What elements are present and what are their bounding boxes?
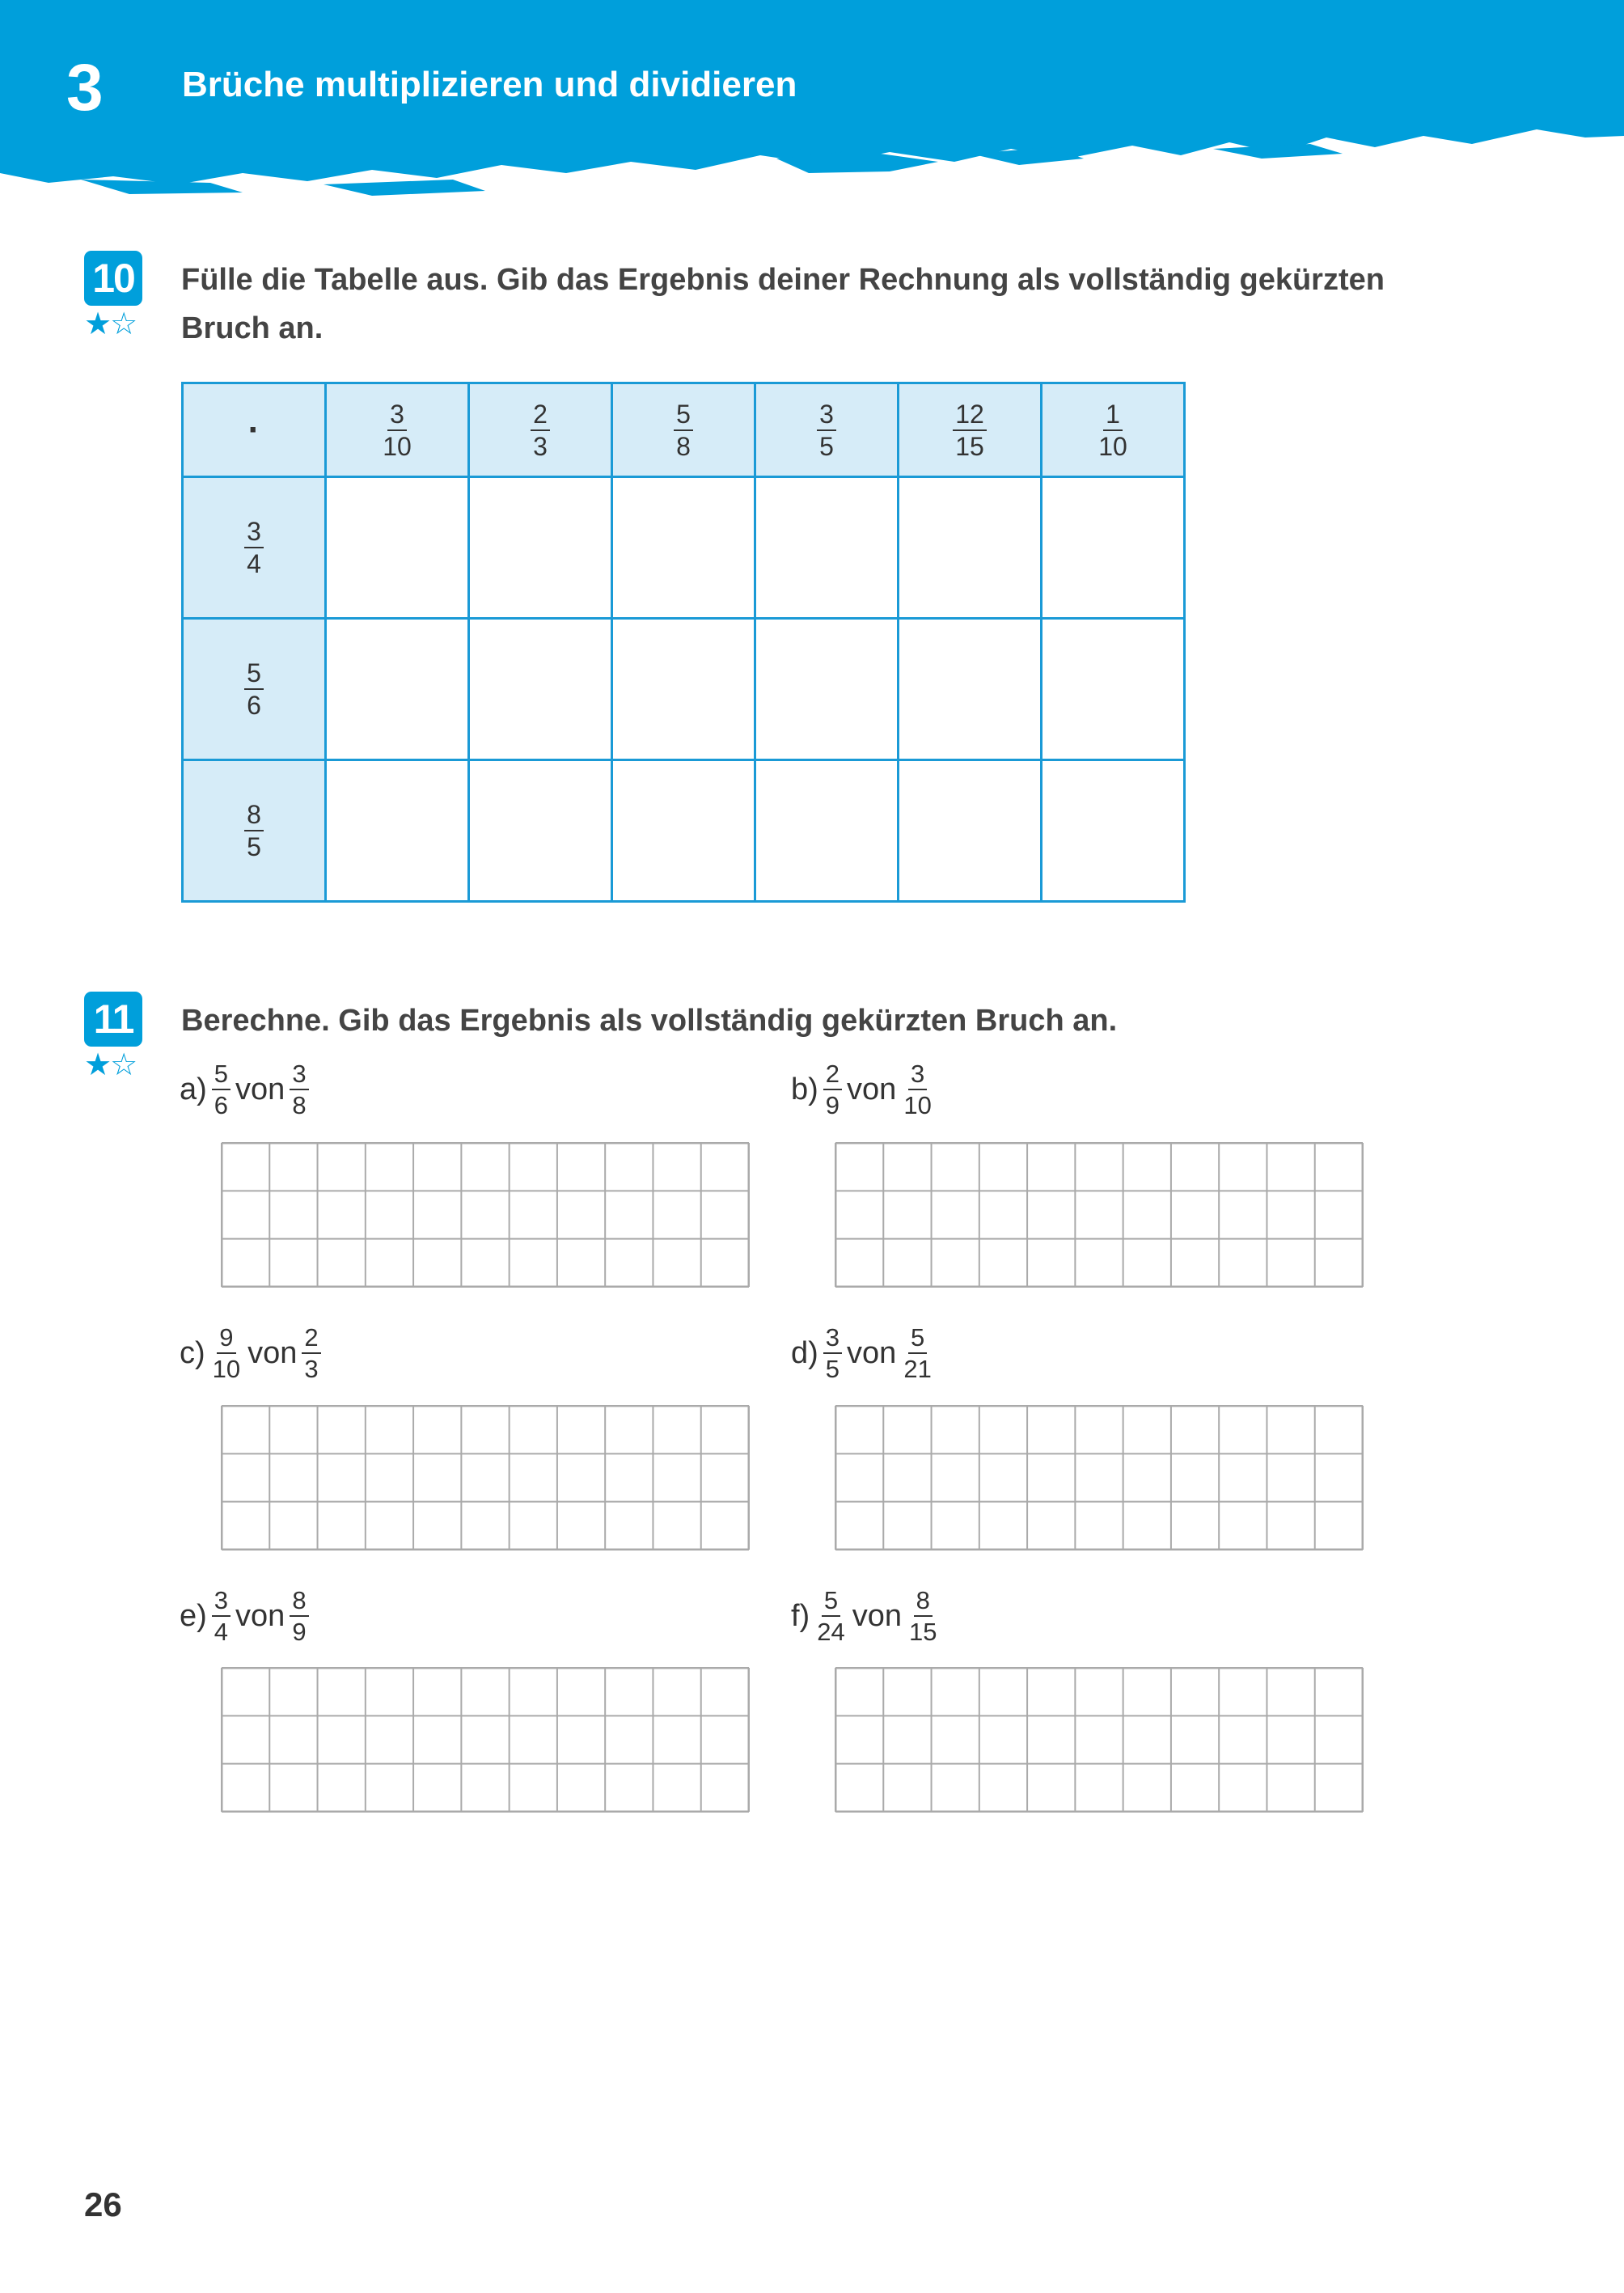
answer-cell[interactable]	[326, 477, 469, 619]
header-band	[0, 0, 1624, 210]
answer-cell[interactable]	[612, 619, 755, 760]
column-header: $\frac{12}{15}$	[899, 383, 1042, 477]
difficulty-stars: ★☆	[84, 1048, 137, 1082]
problem-f: f) $\frac{5}{24}$ von $\frac{8}{15}$	[791, 1586, 937, 1646]
answer-cell[interactable]	[612, 477, 755, 619]
answer-cell[interactable]	[469, 760, 612, 902]
task-number-badge: 10	[84, 251, 142, 306]
problem-b: b) $\frac{2}{9}$ von $\frac{3}{10}$	[791, 1060, 932, 1119]
writing-grid[interactable]	[221, 1405, 750, 1551]
chapter-title: Brüche multiplizieren und dividieren	[182, 65, 797, 104]
row-header: $\frac{8}{5}$	[183, 760, 326, 902]
row-header: $\frac{5}{6}$	[183, 619, 326, 760]
answer-cell[interactable]	[469, 619, 612, 760]
answer-cell[interactable]	[1042, 760, 1185, 902]
chapter-number: 3	[66, 51, 104, 125]
operator-cell: ·	[183, 383, 326, 477]
task-number-badge: 11	[84, 992, 142, 1047]
task-instruction: Fülle die Tabelle aus. Gib das Ergebnis deiner Rechnung als vollständig gekürzten Bruch an.	[181, 263, 1385, 345]
answer-cell[interactable]	[899, 619, 1042, 760]
answer-cell[interactable]	[612, 760, 755, 902]
column-header: $\frac{3}{5}$	[755, 383, 899, 477]
answer-cell[interactable]	[899, 760, 1042, 902]
writing-grid[interactable]	[835, 1405, 1364, 1551]
writing-grid[interactable]	[835, 1667, 1364, 1813]
problem-c: c) $\frac{9}{10}$ von $\frac{2}{3}$	[180, 1325, 321, 1381]
answer-cell[interactable]	[755, 760, 899, 902]
problem-e: e) $\frac{3}{4}$ von $\frac{8}{9}$	[180, 1588, 309, 1644]
answer-cell[interactable]	[326, 760, 469, 902]
fraction-multiplication-table	[181, 382, 1186, 903]
row-header: $\frac{3}{4}$	[183, 477, 326, 619]
column-header: $\frac{1}{10}$	[1042, 383, 1185, 477]
answer-cell[interactable]	[326, 619, 469, 760]
answer-cell[interactable]	[1042, 477, 1185, 619]
answer-cell[interactable]	[469, 477, 612, 619]
writing-grid[interactable]	[835, 1142, 1364, 1288]
page-number: 26	[84, 2185, 122, 2223]
writing-grid[interactable]	[221, 1142, 750, 1288]
column-header: $\frac{3}{10}$	[326, 383, 469, 477]
answer-cell[interactable]	[755, 619, 899, 760]
column-header: $\frac{2}{3}$	[469, 383, 612, 477]
column-header: $\frac{5}{8}$	[612, 383, 755, 477]
writing-grid[interactable]	[221, 1667, 750, 1813]
answer-cell[interactable]	[899, 477, 1042, 619]
answer-cell[interactable]	[755, 477, 899, 619]
answer-cell[interactable]	[1042, 619, 1185, 760]
difficulty-stars: ★☆	[84, 307, 137, 341]
problem-d: d) $\frac{3}{5}$ von $\frac{5}{21}$	[791, 1323, 932, 1383]
task-instruction: Berechne. Gib das Ergebnis als vollständig gekürzten Bruch an.	[181, 1004, 1118, 1038]
problem-a: a) $\frac{5}{6}$ von $\frac{3}{8}$	[180, 1061, 309, 1118]
